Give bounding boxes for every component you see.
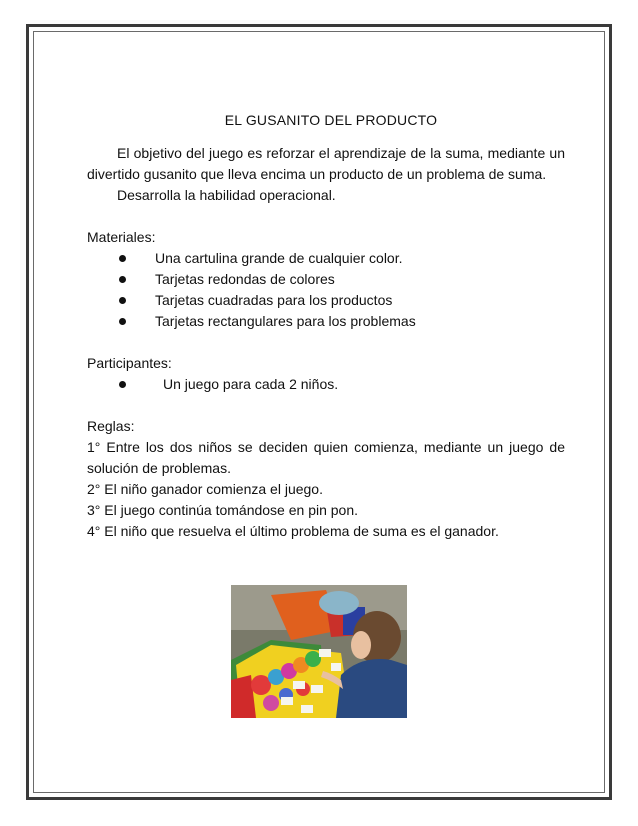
bullet-icon xyxy=(119,255,126,262)
list-item: Tarjetas rectangulares para los problemas xyxy=(87,311,565,332)
bullet-icon xyxy=(119,318,126,325)
materiales-list xyxy=(87,248,565,332)
bullet-icon xyxy=(119,276,126,283)
regla-item: 1° Entre los dos niños se deciden quien comienza, mediante un juego de solución de problemas. xyxy=(87,439,565,476)
bullet-icon xyxy=(119,297,126,304)
document-title: EL GUSANITO DEL PRODUCTO xyxy=(224,112,438,128)
materiales-heading: Materiales: xyxy=(87,229,156,245)
regla-item: 4° El niño que resuelva el último problema de suma es el ganador. xyxy=(87,523,499,539)
game-photo xyxy=(231,585,407,718)
list-item: Una cartulina grande de cualquier color. xyxy=(87,248,565,269)
regla-item: 3° El juego continúa tomándose en pin pon. xyxy=(87,502,359,518)
participantes-list xyxy=(87,374,565,395)
list-item: Tarjetas redondas de colores xyxy=(87,269,565,290)
list-item: Un juego para cada 2 niños. xyxy=(87,374,565,395)
intro-paragraph: El objetivo del juego es reforzar el aprendizaje de la suma, mediante un divertido gusanito que lleva encima un producto de un problema de suma. xyxy=(87,145,565,182)
intro-paragraph: Desarrolla la habilidad operacional. xyxy=(117,187,336,203)
list-item: Tarjetas cuadradas para los productos xyxy=(87,290,565,311)
document-body xyxy=(87,110,565,542)
participantes-heading: Participantes: xyxy=(87,355,172,371)
bullet-icon xyxy=(119,381,126,388)
reglas-heading: Reglas: xyxy=(87,418,135,434)
regla-item: 2° El niño ganador comienza el juego. xyxy=(87,481,323,497)
